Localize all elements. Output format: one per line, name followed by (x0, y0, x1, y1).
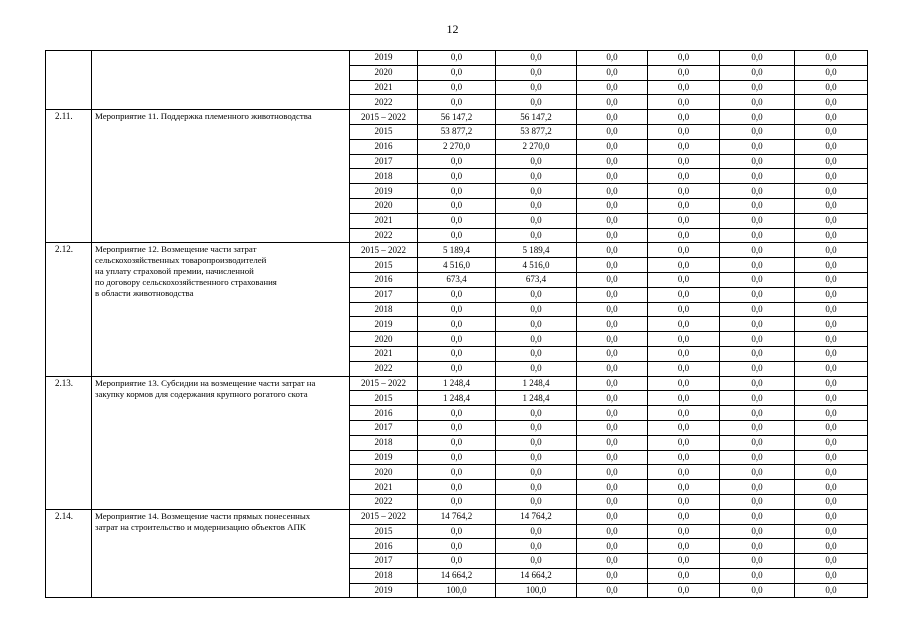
amount-cell: 0,0 (795, 376, 868, 391)
amount-cell: 0,0 (496, 554, 577, 569)
amount-cell: 0,0 (720, 465, 795, 480)
amount-cell: 0,0 (720, 80, 795, 95)
amount-cell: 2 270,0 (496, 139, 577, 154)
amount-cell: 53 877,2 (418, 124, 496, 139)
amount-cell: 0,0 (648, 65, 720, 80)
amount-cell: 0,0 (648, 554, 720, 569)
amount-cell: 0,0 (577, 568, 648, 583)
amount-cell: 0,0 (795, 110, 868, 125)
amount-cell: 0,0 (720, 376, 795, 391)
amount-cell: 0,0 (418, 554, 496, 569)
measure-description-line: закупку кормов для содержания крупного рогатого скота (95, 388, 308, 399)
amount-cell: 0,0 (795, 243, 868, 258)
amount-cell: 0,0 (648, 420, 720, 435)
amount-cell: 0,0 (418, 420, 496, 435)
measure-description-line: в области животноводства (95, 288, 194, 299)
amount-cell: 0,0 (577, 420, 648, 435)
amount-cell: 0,0 (648, 450, 720, 465)
amount-cell: 0,0 (795, 332, 868, 347)
amount-cell: 0,0 (720, 184, 795, 199)
amount-cell: 56 147,2 (418, 110, 496, 125)
amount-cell: 0,0 (795, 539, 868, 554)
amount-cell: 0,0 (795, 361, 868, 376)
amount-cell: 0,0 (577, 509, 648, 524)
amount-cell: 0,0 (496, 346, 577, 361)
amount-cell: 0,0 (720, 346, 795, 361)
amount-cell: 0,0 (648, 539, 720, 554)
amount-cell: 0,0 (648, 302, 720, 317)
amount-cell: 0,0 (648, 184, 720, 199)
amount-cell: 0,0 (720, 51, 795, 66)
amount-cell: 0,0 (795, 465, 868, 480)
measure-description (92, 509, 350, 598)
amount-cell: 0,0 (496, 435, 577, 450)
amount-cell: 0,0 (496, 480, 577, 495)
measure-code (46, 51, 92, 110)
amount-cell: 0,0 (795, 169, 868, 184)
amount-cell: 0,0 (795, 213, 868, 228)
period-cell: 2022 (350, 494, 418, 509)
amount-cell: 4 516,0 (496, 258, 577, 273)
amount-cell: 0,0 (720, 583, 795, 598)
amount-cell: 0,0 (418, 80, 496, 95)
amount-cell: 0,0 (496, 406, 577, 421)
amount-cell: 0,0 (720, 568, 795, 583)
amount-cell: 0,0 (418, 524, 496, 539)
amount-cell: 0,0 (720, 494, 795, 509)
amount-cell: 0,0 (795, 302, 868, 317)
period-cell: 2022 (350, 228, 418, 243)
amount-cell: 0,0 (720, 213, 795, 228)
period-cell: 2020 (350, 465, 418, 480)
amount-cell: 0,0 (648, 391, 720, 406)
table-row (46, 243, 868, 258)
amount-cell: 673,4 (496, 272, 577, 287)
period-cell: 2016 (350, 139, 418, 154)
amount-cell: 14 664,2 (418, 568, 496, 583)
amount-cell: 0,0 (648, 376, 720, 391)
amount-cell: 0,0 (795, 65, 868, 80)
amount-cell: 0,0 (720, 139, 795, 154)
measure-code: 2.12. (46, 243, 92, 376)
amount-cell: 0,0 (720, 391, 795, 406)
amount-cell: 0,0 (648, 435, 720, 450)
amount-cell: 1 248,4 (418, 391, 496, 406)
amount-cell: 0,0 (496, 287, 577, 302)
amount-cell: 0,0 (496, 169, 577, 184)
amount-cell: 0,0 (418, 465, 496, 480)
amount-cell: 0,0 (795, 568, 868, 583)
period-cell: 2017 (350, 420, 418, 435)
amount-cell: 0,0 (795, 391, 868, 406)
amount-cell: 0,0 (577, 450, 648, 465)
amount-cell: 0,0 (496, 228, 577, 243)
amount-cell: 0,0 (418, 198, 496, 213)
amount-cell: 0,0 (795, 420, 868, 435)
measure-description-line: Мероприятие 12. Возмещение части затрат (95, 244, 257, 255)
amount-cell: 0,0 (720, 228, 795, 243)
page-number: 12 (446, 22, 459, 36)
amount-cell: 0,0 (577, 317, 648, 332)
amount-cell: 0,0 (496, 494, 577, 509)
amount-cell: 0,0 (418, 51, 496, 66)
amount-cell: 14 664,2 (496, 568, 577, 583)
table-row (46, 51, 868, 66)
amount-cell: 0,0 (795, 184, 868, 199)
amount-cell: 100,0 (418, 583, 496, 598)
period-cell: 2022 (350, 361, 418, 376)
amount-cell: 56 147,2 (496, 110, 577, 125)
amount-cell: 0,0 (496, 154, 577, 169)
amount-cell: 0,0 (648, 124, 720, 139)
amount-cell: 0,0 (795, 450, 868, 465)
amount-cell: 1 248,4 (496, 391, 577, 406)
amount-cell: 0,0 (795, 494, 868, 509)
amount-cell: 0,0 (418, 332, 496, 347)
amount-cell: 0,0 (648, 509, 720, 524)
amount-cell: 0,0 (496, 184, 577, 199)
period-cell: 2015 (350, 124, 418, 139)
amount-cell: 0,0 (496, 465, 577, 480)
amount-cell: 0,0 (795, 435, 868, 450)
amount-cell: 0,0 (720, 124, 795, 139)
amount-cell: 0,0 (577, 494, 648, 509)
amount-cell: 0,0 (720, 272, 795, 287)
amount-cell: 0,0 (577, 361, 648, 376)
amount-cell: 0,0 (577, 213, 648, 228)
period-cell: 2016 (350, 406, 418, 421)
amount-cell: 0,0 (648, 243, 720, 258)
amount-cell: 0,0 (648, 80, 720, 95)
amount-cell: 0,0 (418, 361, 496, 376)
measure-description (92, 376, 350, 509)
period-cell: 2020 (350, 198, 418, 213)
amount-cell: 0,0 (418, 317, 496, 332)
amount-cell: 0,0 (648, 139, 720, 154)
amount-cell: 0,0 (577, 95, 648, 110)
amount-cell: 0,0 (577, 169, 648, 184)
amount-cell: 0,0 (418, 346, 496, 361)
amount-cell: 0,0 (648, 51, 720, 66)
amount-cell: 0,0 (418, 169, 496, 184)
amount-cell: 0,0 (720, 554, 795, 569)
period-cell: 2021 (350, 213, 418, 228)
amount-cell: 0,0 (577, 391, 648, 406)
amount-cell: 0,0 (795, 317, 868, 332)
amount-cell: 0,0 (648, 317, 720, 332)
amount-cell: 0,0 (795, 154, 868, 169)
amount-cell: 0,0 (648, 258, 720, 273)
amount-cell: 5 189,4 (496, 243, 577, 258)
amount-cell: 0,0 (648, 228, 720, 243)
measure-description (92, 51, 350, 110)
table-body (46, 51, 868, 598)
amount-cell: 0,0 (795, 524, 868, 539)
measure-description-line: Мероприятие 13. Субсидии на возмещение части затрат на (95, 377, 316, 388)
amount-cell: 0,0 (720, 509, 795, 524)
period-cell: 2015 – 2022 (350, 110, 418, 125)
amount-cell: 0,0 (577, 110, 648, 125)
amount-cell: 0,0 (648, 213, 720, 228)
amount-cell: 0,0 (795, 346, 868, 361)
amount-cell: 0,0 (418, 302, 496, 317)
measures-table (45, 50, 868, 598)
amount-cell: 0,0 (648, 95, 720, 110)
amount-cell: 0,0 (577, 80, 648, 95)
amount-cell: 0,0 (577, 554, 648, 569)
amount-cell: 0,0 (418, 406, 496, 421)
amount-cell: 0,0 (720, 243, 795, 258)
amount-cell: 0,0 (720, 539, 795, 554)
amount-cell: 0,0 (648, 524, 720, 539)
period-cell: 2015 (350, 391, 418, 406)
amount-cell: 0,0 (496, 524, 577, 539)
amount-cell: 0,0 (418, 213, 496, 228)
measure-description-line: затрат на строительство и модернизацию объектов АПК (95, 521, 306, 532)
amount-cell: 0,0 (418, 539, 496, 554)
amount-cell: 0,0 (720, 302, 795, 317)
amount-cell: 0,0 (577, 139, 648, 154)
table-row (46, 376, 868, 391)
amount-cell: 0,0 (648, 169, 720, 184)
amount-cell: 673,4 (418, 272, 496, 287)
amount-cell: 0,0 (577, 346, 648, 361)
amount-cell: 0,0 (496, 332, 577, 347)
amount-cell: 0,0 (418, 65, 496, 80)
amount-cell: 4 516,0 (418, 258, 496, 273)
amount-cell: 0,0 (418, 95, 496, 110)
amount-cell: 0,0 (648, 583, 720, 598)
amount-cell: 0,0 (418, 287, 496, 302)
measure-description (92, 110, 350, 243)
amount-cell: 0,0 (577, 272, 648, 287)
amount-cell: 0,0 (648, 110, 720, 125)
amount-cell: 0,0 (577, 228, 648, 243)
amount-cell: 0,0 (795, 124, 868, 139)
amount-cell: 0,0 (577, 332, 648, 347)
amount-cell: 0,0 (795, 51, 868, 66)
measure-description-line: Мероприятие 14. Возмещение части прямых понесенных (95, 510, 311, 521)
amount-cell: 0,0 (720, 317, 795, 332)
amount-cell: 0,0 (418, 184, 496, 199)
measure-code: 2.11. (46, 110, 92, 243)
amount-cell: 0,0 (418, 228, 496, 243)
amount-cell: 0,0 (418, 480, 496, 495)
measure-description-line: Мероприятие 11. Поддержка племенного животноводства (95, 111, 312, 122)
measure-code: 2.13. (46, 376, 92, 509)
table-row (46, 509, 868, 524)
amount-cell: 0,0 (648, 465, 720, 480)
amount-cell: 0,0 (720, 524, 795, 539)
amount-cell: 0,0 (648, 568, 720, 583)
amount-cell: 0,0 (648, 406, 720, 421)
period-cell: 2019 (350, 583, 418, 598)
amount-cell: 0,0 (795, 406, 868, 421)
amount-cell: 0,0 (577, 539, 648, 554)
period-cell: 2018 (350, 435, 418, 450)
amount-cell: 0,0 (496, 198, 577, 213)
amount-cell: 0,0 (795, 583, 868, 598)
amount-cell: 0,0 (648, 272, 720, 287)
period-cell: 2018 (350, 302, 418, 317)
period-cell: 2015 (350, 524, 418, 539)
period-cell: 2019 (350, 184, 418, 199)
amount-cell: 0,0 (720, 65, 795, 80)
period-cell: 2016 (350, 272, 418, 287)
period-cell: 2017 (350, 554, 418, 569)
amount-cell: 100,0 (496, 583, 577, 598)
amount-cell: 0,0 (496, 95, 577, 110)
amount-cell: 0,0 (720, 406, 795, 421)
period-cell: 2021 (350, 480, 418, 495)
amount-cell: 0,0 (577, 406, 648, 421)
period-cell: 2015 – 2022 (350, 376, 418, 391)
amount-cell: 0,0 (795, 95, 868, 110)
amount-cell: 0,0 (795, 509, 868, 524)
amount-cell: 0,0 (720, 110, 795, 125)
amount-cell: 0,0 (496, 80, 577, 95)
amount-cell: 0,0 (577, 243, 648, 258)
amount-cell: 0,0 (496, 361, 577, 376)
amount-cell: 0,0 (577, 435, 648, 450)
amount-cell: 0,0 (648, 346, 720, 361)
amount-cell: 0,0 (496, 317, 577, 332)
period-cell: 2015 (350, 258, 418, 273)
amount-cell: 0,0 (720, 258, 795, 273)
amount-cell: 0,0 (577, 583, 648, 598)
amount-cell: 0,0 (418, 494, 496, 509)
period-cell: 2018 (350, 169, 418, 184)
amount-cell: 0,0 (577, 287, 648, 302)
measure-description-line: по договору сельскохозяйственного страхования (95, 277, 277, 288)
amount-cell: 0,0 (720, 169, 795, 184)
measure-description-line: сельскохозяйственных товаропроизводителей (95, 255, 267, 266)
period-cell: 2019 (350, 317, 418, 332)
amount-cell: 0,0 (496, 539, 577, 554)
period-cell: 2017 (350, 287, 418, 302)
amount-cell: 0,0 (720, 480, 795, 495)
amount-cell: 0,0 (795, 480, 868, 495)
amount-cell: 0,0 (496, 420, 577, 435)
amount-cell: 0,0 (720, 435, 795, 450)
amount-cell: 0,0 (577, 154, 648, 169)
period-cell: 2015 – 2022 (350, 509, 418, 524)
amount-cell: 0,0 (720, 450, 795, 465)
period-cell: 2020 (350, 65, 418, 80)
amount-cell: 0,0 (496, 51, 577, 66)
amount-cell: 0,0 (577, 376, 648, 391)
amount-cell: 0,0 (648, 287, 720, 302)
period-cell: 2019 (350, 51, 418, 66)
amount-cell: 0,0 (418, 450, 496, 465)
amount-cell: 1 248,4 (418, 376, 496, 391)
amount-cell: 2 270,0 (418, 139, 496, 154)
period-cell: 2020 (350, 332, 418, 347)
period-cell: 2017 (350, 154, 418, 169)
period-cell: 2018 (350, 568, 418, 583)
amount-cell: 0,0 (648, 494, 720, 509)
amount-cell: 14 764,2 (418, 509, 496, 524)
amount-cell: 0,0 (648, 198, 720, 213)
amount-cell: 0,0 (496, 450, 577, 465)
amount-cell: 0,0 (720, 420, 795, 435)
amount-cell: 0,0 (795, 554, 868, 569)
amount-cell: 14 764,2 (496, 509, 577, 524)
amount-cell: 0,0 (720, 361, 795, 376)
amount-cell: 0,0 (648, 480, 720, 495)
amount-cell: 0,0 (648, 332, 720, 347)
amount-cell: 0,0 (496, 302, 577, 317)
amount-cell: 0,0 (418, 435, 496, 450)
amount-cell: 0,0 (795, 258, 868, 273)
amount-cell: 0,0 (577, 465, 648, 480)
amount-cell: 0,0 (720, 95, 795, 110)
measure-description-line: на уплату страховой премии, начисленной (95, 266, 254, 277)
amount-cell: 53 877,2 (496, 124, 577, 139)
period-cell: 2022 (350, 95, 418, 110)
amount-cell: 0,0 (720, 198, 795, 213)
amount-cell: 0,0 (577, 480, 648, 495)
amount-cell: 0,0 (577, 198, 648, 213)
amount-cell: 0,0 (577, 124, 648, 139)
amount-cell: 0,0 (496, 213, 577, 228)
period-cell: 2019 (350, 450, 418, 465)
period-cell: 2015 – 2022 (350, 243, 418, 258)
amount-cell: 0,0 (577, 51, 648, 66)
measure-code: 2.14. (46, 509, 92, 598)
period-cell: 2021 (350, 80, 418, 95)
amount-cell: 0,0 (720, 332, 795, 347)
amount-cell: 0,0 (648, 154, 720, 169)
amount-cell: 0,0 (795, 272, 868, 287)
amount-cell: 0,0 (720, 287, 795, 302)
table-row (46, 110, 868, 125)
amount-cell: 0,0 (496, 65, 577, 80)
period-cell: 2021 (350, 346, 418, 361)
period-cell: 2016 (350, 539, 418, 554)
amount-cell: 0,0 (795, 198, 868, 213)
amount-cell: 0,0 (795, 139, 868, 154)
amount-cell: 0,0 (577, 302, 648, 317)
amount-cell: 0,0 (577, 524, 648, 539)
amount-cell: 5 189,4 (418, 243, 496, 258)
amount-cell: 0,0 (577, 258, 648, 273)
amount-cell: 0,0 (720, 154, 795, 169)
amount-cell: 0,0 (795, 228, 868, 243)
amount-cell: 0,0 (418, 154, 496, 169)
measure-description (92, 243, 350, 376)
amount-cell: 1 248,4 (496, 376, 577, 391)
amount-cell: 0,0 (795, 80, 868, 95)
amount-cell: 0,0 (577, 65, 648, 80)
amount-cell: 0,0 (795, 287, 868, 302)
amount-cell: 0,0 (577, 184, 648, 199)
amount-cell: 0,0 (648, 361, 720, 376)
